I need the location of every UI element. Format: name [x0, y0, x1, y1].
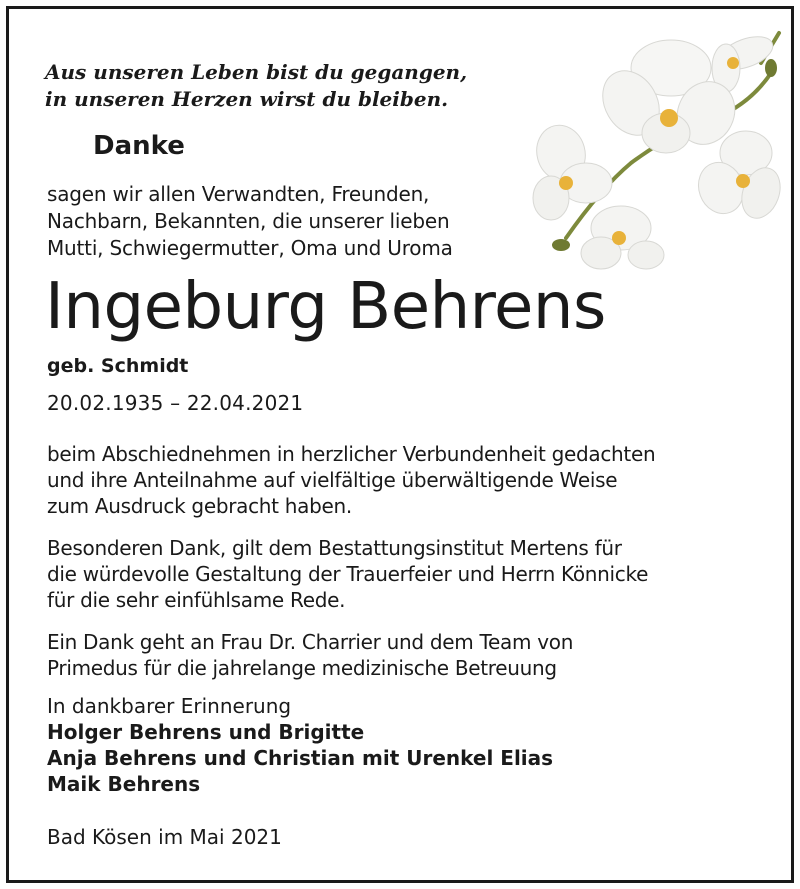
- intro-text: [47, 181, 453, 262]
- special-thanks-paragraph: [47, 535, 648, 613]
- paragraph-line: für die sehr einfühlsame Rede.: [47, 588, 346, 612]
- thanks-heading: Danke: [93, 131, 185, 161]
- doctor-thanks-paragraph: [47, 629, 573, 681]
- closing-block: [47, 693, 553, 797]
- paragraph-line: zum Ausdruck gebracht haben.: [47, 494, 352, 518]
- thanks-paragraph: [47, 441, 655, 519]
- closing-phrase: In dankbarer Erinnerung: [47, 694, 292, 718]
- motto: [45, 59, 467, 113]
- deceased-name: Ingeburg Behrens: [45, 270, 606, 344]
- orchid-icon: [521, 23, 783, 273]
- notice-frame: [6, 6, 794, 883]
- place-date: Bad Kösen im Mai 2021: [47, 825, 282, 849]
- motto-line: in unseren Herzen wirst du bleiben.: [45, 87, 449, 111]
- paragraph-line: die würdevolle Gestaltung der Trauerfeier und Herrn Könnicke: [47, 562, 649, 586]
- signer: Maik Behrens: [47, 772, 201, 796]
- paragraph-line: und ihre Anteilnahme auf vielfältige überwältigende Weise: [47, 468, 618, 492]
- paragraph-line: Ein Dank geht an Frau Dr. Charrier und dem Team von: [47, 630, 574, 654]
- maiden-name: geb. Schmidt: [47, 355, 189, 377]
- intro-line: Nachbarn, Bekannten, die unserer lieben: [47, 209, 450, 233]
- paragraph-line: Besonderen Dank, gilt dem Bestattungsinstitut Mertens für: [47, 536, 622, 560]
- signer: Holger Behrens und Brigitte: [47, 720, 365, 744]
- signer: Anja Behrens und Christian mit Urenkel Elias: [47, 746, 554, 770]
- paragraph-line: beim Abschiednehmen in herzlicher Verbundenheit gedachten: [47, 442, 656, 466]
- life-dates: 20.02.1935 – 22.04.2021: [47, 391, 304, 415]
- intro-line: sagen wir allen Verwandten, Freunden,: [47, 182, 430, 206]
- paragraph-line: Primedus für die jahrelange medizinische Betreuung: [47, 656, 557, 680]
- motto-line: Aus unseren Leben bist du gegangen,: [45, 60, 468, 84]
- intro-line: Mutti, Schwiegermutter, Oma und Uroma: [47, 236, 453, 260]
